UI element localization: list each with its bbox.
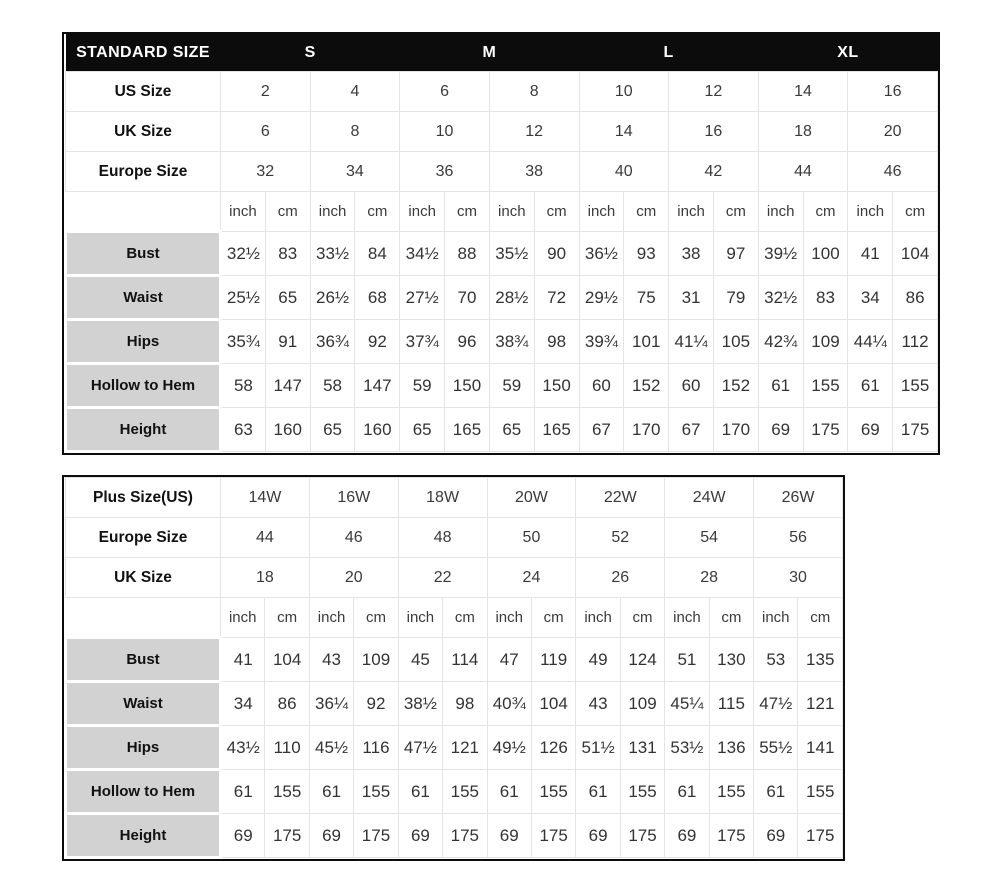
measurement-value-cell: 61 [758, 364, 803, 408]
measurement-value-cell: 121 [443, 726, 487, 770]
size-value-cell: 14 [579, 112, 669, 152]
measurement-value-cell: 150 [445, 364, 490, 408]
measurement-value-cell: 165 [534, 408, 579, 452]
size-value-cell: 18W [398, 478, 487, 518]
size-value-cell: 4 [310, 72, 400, 112]
unit-inch-label: inch [754, 598, 798, 638]
measurement-value-cell: 61 [848, 364, 893, 408]
measurement-value-cell: 59 [400, 364, 445, 408]
measurement-value-cell: 69 [754, 814, 798, 858]
measurement-value-cell: 175 [354, 814, 398, 858]
measurement-value-cell: 67 [579, 408, 624, 452]
size-value-cell: 22 [398, 558, 487, 598]
size-group-header: XL [758, 34, 937, 72]
measurement-value-cell: 40¾ [487, 682, 531, 726]
measurement-value-cell: 83 [265, 232, 310, 276]
size-value-cell: 44 [758, 152, 848, 192]
measurement-value-cell: 92 [354, 682, 398, 726]
measurement-value-cell: 25½ [221, 276, 266, 320]
row-label: Waist [66, 682, 221, 726]
measurement-value-cell: 83 [803, 276, 848, 320]
measurement-value-cell: 58 [221, 364, 266, 408]
measurement-value-cell: 152 [713, 364, 758, 408]
measurement-value-cell: 61 [398, 770, 442, 814]
measurement-value-cell: 65 [400, 408, 445, 452]
plus-size-table-wrapper [62, 475, 845, 861]
measurement-value-cell: 69 [487, 814, 531, 858]
size-value-cell: 16W [309, 478, 398, 518]
measurement-value-cell: 155 [443, 770, 487, 814]
unit-cm-label: cm [355, 192, 400, 232]
measurement-value-cell: 70 [445, 276, 490, 320]
size-value-cell: 14 [758, 72, 848, 112]
unit-row [66, 598, 843, 638]
size-row [66, 112, 938, 152]
measurement-value-cell: 112 [893, 320, 938, 364]
measurement-value-cell: 165 [445, 408, 490, 452]
unit-inch-label: inch [310, 192, 355, 232]
standard-size-table [64, 34, 938, 453]
measurement-value-cell: 63 [221, 408, 266, 452]
size-value-cell: 46 [848, 152, 938, 192]
row-label: Bust [66, 232, 221, 276]
size-row [66, 478, 843, 518]
row-label: Plus Size(US) [66, 478, 221, 518]
unit-inch-label: inch [848, 192, 893, 232]
measurement-value-cell: 104 [893, 232, 938, 276]
measurement-value-cell: 65 [265, 276, 310, 320]
measurement-value-cell: 31 [669, 276, 714, 320]
unit-cm-label: cm [531, 598, 575, 638]
measurement-value-cell: 37¾ [400, 320, 445, 364]
row-label: UK Size [66, 112, 221, 152]
measurement-value-cell: 69 [665, 814, 709, 858]
row-label: Hollow to Hem [66, 364, 221, 408]
measurement-value-cell: 68 [355, 276, 400, 320]
measurement-value-cell: 51½ [576, 726, 620, 770]
measurement-value-cell: 41 [221, 638, 265, 682]
size-value-cell: 18 [758, 112, 848, 152]
measurement-value-cell: 61 [665, 770, 709, 814]
measurement-value-cell: 65 [310, 408, 355, 452]
measurement-value-cell: 53½ [665, 726, 709, 770]
measurement-value-cell: 61 [754, 770, 798, 814]
measurement-value-cell: 79 [713, 276, 758, 320]
measurement-value-cell: 91 [265, 320, 310, 364]
size-value-cell: 20 [848, 112, 938, 152]
unit-inch-label: inch [487, 598, 531, 638]
measurement-value-cell: 124 [620, 638, 664, 682]
size-value-cell: 2 [221, 72, 311, 112]
measurement-value-cell: 36¼ [309, 682, 353, 726]
size-value-cell: 26 [576, 558, 665, 598]
measurement-value-cell: 96 [445, 320, 490, 364]
measurement-value-cell: 34½ [400, 232, 445, 276]
measurement-value-cell: 155 [709, 770, 753, 814]
measurement-value-cell: 75 [624, 276, 669, 320]
size-value-cell: 42 [669, 152, 759, 192]
measurement-value-cell: 119 [531, 638, 575, 682]
size-value-cell: 6 [221, 112, 311, 152]
measurement-value-cell: 69 [309, 814, 353, 858]
measurement-value-cell: 141 [798, 726, 843, 770]
measurement-value-cell: 86 [265, 682, 309, 726]
measurement-value-cell: 175 [893, 408, 938, 452]
measurement-value-cell: 155 [354, 770, 398, 814]
size-value-cell: 10 [400, 112, 490, 152]
size-value-cell: 46 [309, 518, 398, 558]
size-value-cell: 14W [221, 478, 310, 518]
row-label: Hips [66, 726, 221, 770]
measurement-value-cell: 69 [221, 814, 265, 858]
measurement-value-cell: 49½ [487, 726, 531, 770]
size-row [66, 558, 843, 598]
size-value-cell: 12 [489, 112, 579, 152]
size-value-cell: 16 [848, 72, 938, 112]
measurement-value-cell: 44¼ [848, 320, 893, 364]
measurement-value-cell: 55½ [754, 726, 798, 770]
measurement-value-cell: 61 [309, 770, 353, 814]
size-value-cell: 36 [400, 152, 490, 192]
measurement-value-cell: 100 [803, 232, 848, 276]
unit-cm-label: cm [893, 192, 938, 232]
measurement-value-cell: 69 [758, 408, 803, 452]
measurement-value-cell: 38¾ [489, 320, 534, 364]
measurement-value-cell: 152 [624, 364, 669, 408]
measurement-value-cell: 109 [354, 638, 398, 682]
measurement-value-cell: 93 [624, 232, 669, 276]
measurement-value-cell: 90 [534, 232, 579, 276]
size-value-cell: 26W [754, 478, 843, 518]
size-value-cell: 20W [487, 478, 576, 518]
measurement-value-cell: 43½ [221, 726, 265, 770]
size-value-cell: 16 [669, 112, 759, 152]
unit-row [66, 192, 938, 232]
unit-cm-label: cm [713, 192, 758, 232]
unit-cm-label: cm [624, 192, 669, 232]
size-row [66, 152, 938, 192]
unit-cm-label: cm [620, 598, 664, 638]
measurement-value-cell: 155 [803, 364, 848, 408]
unit-cm-label: cm [354, 598, 398, 638]
measurement-value-cell: 155 [798, 770, 843, 814]
measurement-value-cell: 39¾ [579, 320, 624, 364]
size-value-cell: 30 [754, 558, 843, 598]
unit-cm-label: cm [798, 598, 843, 638]
measurement-value-cell: 35½ [489, 232, 534, 276]
measurement-value-cell: 47½ [754, 682, 798, 726]
measurement-value-cell: 175 [620, 814, 664, 858]
measurement-value-cell: 43 [576, 682, 620, 726]
measurement-value-cell: 147 [355, 364, 400, 408]
measurement-value-cell: 126 [531, 726, 575, 770]
measurement-value-cell: 41 [848, 232, 893, 276]
measurement-value-cell: 47½ [398, 726, 442, 770]
measurement-value-cell: 114 [443, 638, 487, 682]
measurement-row [66, 814, 843, 858]
measurement-value-cell: 26½ [310, 276, 355, 320]
row-label: US Size [66, 72, 221, 112]
size-value-cell: 6 [400, 72, 490, 112]
size-value-cell: 32 [221, 152, 311, 192]
measurement-value-cell: 29½ [579, 276, 624, 320]
measurement-value-cell: 150 [534, 364, 579, 408]
unit-inch-label: inch [669, 192, 714, 232]
table-header-row [66, 34, 938, 72]
measurement-value-cell: 115 [709, 682, 753, 726]
measurement-value-cell: 110 [265, 726, 309, 770]
measurement-row [66, 638, 843, 682]
measurement-value-cell: 109 [803, 320, 848, 364]
unit-cm-label: cm [265, 192, 310, 232]
measurement-value-cell: 32½ [758, 276, 803, 320]
measurement-value-cell: 155 [620, 770, 664, 814]
measurement-value-cell: 175 [531, 814, 575, 858]
measurement-value-cell: 92 [355, 320, 400, 364]
measurement-value-cell: 130 [709, 638, 753, 682]
size-value-cell: 40 [579, 152, 669, 192]
measurement-value-cell: 170 [624, 408, 669, 452]
measurement-row [66, 232, 938, 276]
measurement-value-cell: 65 [489, 408, 534, 452]
measurement-value-cell: 39½ [758, 232, 803, 276]
measurement-row [66, 682, 843, 726]
measurement-value-cell: 175 [443, 814, 487, 858]
measurement-value-cell: 41¼ [669, 320, 714, 364]
size-value-cell: 22W [576, 478, 665, 518]
unit-inch-label: inch [576, 598, 620, 638]
unit-inch-label: inch [400, 192, 445, 232]
size-value-cell: 8 [310, 112, 400, 152]
measurement-value-cell: 155 [531, 770, 575, 814]
measurement-value-cell: 69 [848, 408, 893, 452]
measurement-value-cell: 72 [534, 276, 579, 320]
measurement-value-cell: 60 [579, 364, 624, 408]
measurement-value-cell: 105 [713, 320, 758, 364]
measurement-value-cell: 61 [221, 770, 265, 814]
measurement-value-cell: 175 [803, 408, 848, 452]
unit-inch-label: inch [398, 598, 442, 638]
measurement-value-cell: 58 [310, 364, 355, 408]
measurement-row [66, 364, 938, 408]
size-value-cell: 34 [310, 152, 400, 192]
size-value-cell: 44 [221, 518, 310, 558]
row-label: Hips [66, 320, 221, 364]
row-label: Europe Size [66, 152, 221, 192]
measurement-value-cell: 33½ [310, 232, 355, 276]
table-title: STANDARD SIZE [66, 34, 221, 72]
measurement-value-cell: 98 [443, 682, 487, 726]
size-value-cell: 24 [487, 558, 576, 598]
measurement-value-cell: 61 [576, 770, 620, 814]
size-value-cell: 38 [489, 152, 579, 192]
measurement-value-cell: 42¾ [758, 320, 803, 364]
size-group-header: L [579, 34, 758, 72]
measurement-value-cell: 67 [669, 408, 714, 452]
measurement-row [66, 770, 843, 814]
row-label: Hollow to Hem [66, 770, 221, 814]
measurement-value-cell: 69 [398, 814, 442, 858]
unit-cm-label: cm [534, 192, 579, 232]
size-value-cell: 20 [309, 558, 398, 598]
row-label: Bust [66, 638, 221, 682]
unit-cm-label: cm [445, 192, 490, 232]
measurement-value-cell: 155 [265, 770, 309, 814]
unit-cm-label: cm [803, 192, 848, 232]
measurement-value-cell: 160 [265, 408, 310, 452]
unit-cm-label: cm [265, 598, 309, 638]
measurement-value-cell: 51 [665, 638, 709, 682]
size-value-cell: 28 [665, 558, 754, 598]
size-value-cell: 52 [576, 518, 665, 558]
measurement-value-cell: 43 [309, 638, 353, 682]
measurement-value-cell: 155 [893, 364, 938, 408]
measurement-value-cell: 45½ [309, 726, 353, 770]
size-row [66, 518, 843, 558]
measurement-value-cell: 45¼ [665, 682, 709, 726]
measurement-value-cell: 38 [669, 232, 714, 276]
measurement-value-cell: 97 [713, 232, 758, 276]
measurement-value-cell: 32½ [221, 232, 266, 276]
size-value-cell: 56 [754, 518, 843, 558]
row-label: Height [66, 408, 221, 452]
measurement-value-cell: 104 [531, 682, 575, 726]
measurement-value-cell: 170 [713, 408, 758, 452]
measurement-value-cell: 28½ [489, 276, 534, 320]
measurement-value-cell: 104 [265, 638, 309, 682]
size-value-cell: 12 [669, 72, 759, 112]
measurement-value-cell: 98 [534, 320, 579, 364]
size-value-cell: 50 [487, 518, 576, 558]
row-label: Height [66, 814, 221, 858]
size-value-cell: 48 [398, 518, 487, 558]
unit-inch-label: inch [221, 192, 266, 232]
measurement-value-cell: 147 [265, 364, 310, 408]
row-label: Waist [66, 276, 221, 320]
unit-inch-label: inch [221, 598, 265, 638]
empty-cell [66, 598, 221, 638]
measurement-value-cell: 45 [398, 638, 442, 682]
measurement-row [66, 276, 938, 320]
unit-cm-label: cm [443, 598, 487, 638]
measurement-value-cell: 175 [798, 814, 843, 858]
size-value-cell: 54 [665, 518, 754, 558]
measurement-row [66, 726, 843, 770]
plus-size-table [64, 477, 843, 859]
measurement-value-cell: 101 [624, 320, 669, 364]
size-value-cell: 8 [489, 72, 579, 112]
measurement-value-cell: 175 [265, 814, 309, 858]
empty-cell [66, 192, 221, 232]
measurement-value-cell: 59 [489, 364, 534, 408]
measurement-value-cell: 109 [620, 682, 664, 726]
measurement-value-cell: 136 [709, 726, 753, 770]
size-group-header: S [221, 34, 400, 72]
unit-inch-label: inch [579, 192, 624, 232]
measurement-row [66, 408, 938, 452]
measurement-value-cell: 60 [669, 364, 714, 408]
unit-inch-label: inch [758, 192, 803, 232]
unit-inch-label: inch [665, 598, 709, 638]
size-value-cell: 10 [579, 72, 669, 112]
measurement-value-cell: 38½ [398, 682, 442, 726]
row-label: Europe Size [66, 518, 221, 558]
row-label: UK Size [66, 558, 221, 598]
unit-inch-label: inch [489, 192, 534, 232]
measurement-row [66, 320, 938, 364]
measurement-value-cell: 116 [354, 726, 398, 770]
measurement-value-cell: 53 [754, 638, 798, 682]
measurement-value-cell: 49 [576, 638, 620, 682]
measurement-value-cell: 69 [576, 814, 620, 858]
measurement-value-cell: 175 [709, 814, 753, 858]
measurement-value-cell: 84 [355, 232, 400, 276]
measurement-value-cell: 135 [798, 638, 843, 682]
measurement-value-cell: 34 [221, 682, 265, 726]
unit-cm-label: cm [709, 598, 753, 638]
measurement-value-cell: 27½ [400, 276, 445, 320]
measurement-value-cell: 36½ [579, 232, 624, 276]
measurement-value-cell: 36¾ [310, 320, 355, 364]
size-group-header: M [400, 34, 579, 72]
size-value-cell: 18 [221, 558, 310, 598]
measurement-value-cell: 35¾ [221, 320, 266, 364]
standard-size-table-wrapper [62, 32, 940, 455]
measurement-value-cell: 86 [893, 276, 938, 320]
measurement-value-cell: 61 [487, 770, 531, 814]
unit-inch-label: inch [309, 598, 353, 638]
measurement-value-cell: 88 [445, 232, 490, 276]
size-value-cell: 24W [665, 478, 754, 518]
size-row [66, 72, 938, 112]
measurement-value-cell: 131 [620, 726, 664, 770]
measurement-value-cell: 34 [848, 276, 893, 320]
measurement-value-cell: 160 [355, 408, 400, 452]
measurement-value-cell: 121 [798, 682, 843, 726]
measurement-value-cell: 47 [487, 638, 531, 682]
